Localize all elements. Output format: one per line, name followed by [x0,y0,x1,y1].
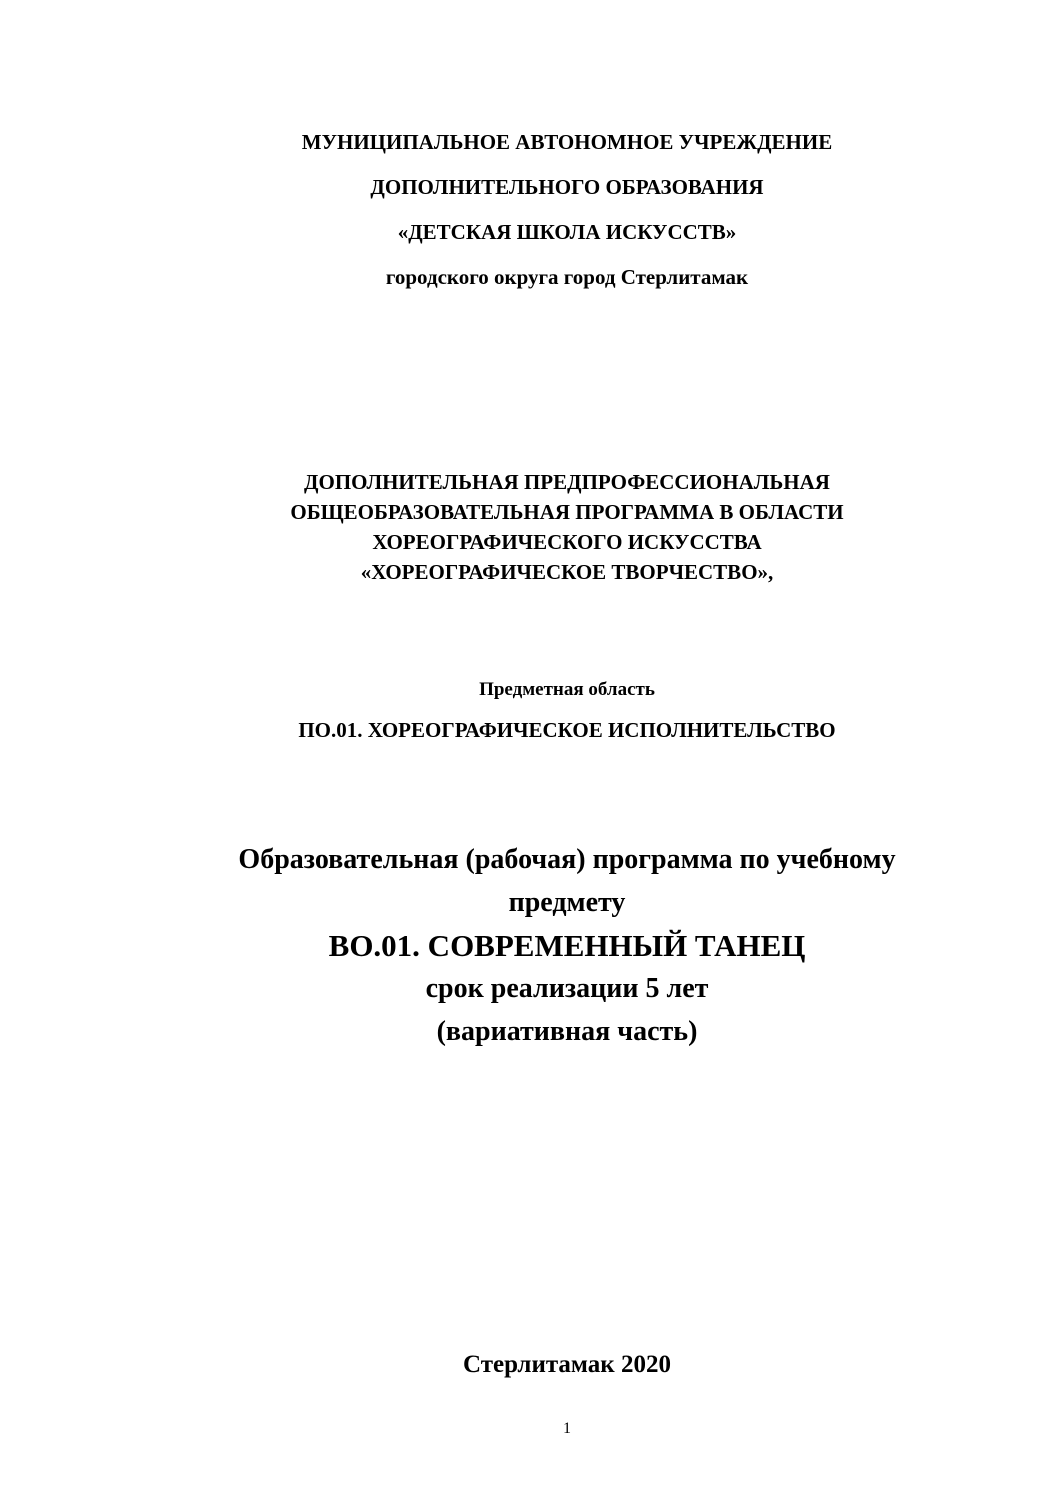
work-program-term: срок реализации 5 лет [425,973,709,1004]
subject-area-label: Предметная область [479,679,655,700]
work-program-subject: ВО.01. СОВРЕМЕННЫЙ ТАНЕЦ [328,928,806,963]
program-line-1: ДОПОЛНИТЕЛЬНАЯ ПРЕДПРОФЕССИОНАЛЬНАЯ [304,470,830,494]
institution-header [0,120,1058,300]
program-line-3: ХОРЕОГРАФИЧЕСКОГО ИСКУССТВА [372,530,762,554]
program-line-4: «ХОРЕОГРАФИЧЕСКОЕ ТВОРЧЕСТВО», [360,560,774,584]
program-line-2: ОБЩЕОБРАЗОВАТЕЛЬНАЯ ПРОГРАММА В ОБЛАСТИ [290,500,844,524]
institution-line-4: городского округа город Стерлитамак [385,265,749,289]
work-program-line-2: предмету [508,887,626,918]
subject-area-value: ПО.01. ХОРЕОГРАФИЧЕСКОЕ ИСПОЛНИТЕЛЬСТВО [298,718,836,742]
institution-line-3: «ДЕТСКАЯ ШКОЛА ИСКУССТВ» [397,220,737,244]
city-year: Стерлитамак 2020 [463,1351,671,1378]
program-title [0,467,1058,587]
work-program [0,838,1058,1053]
work-program-line-1: Образовательная (рабочая) программа по учебному [238,844,896,875]
page-number: 1 [563,1420,571,1437]
subject-area [0,669,1058,751]
institution-line-2: ДОПОЛНИТЕЛЬНОГО ОБРАЗОВАНИЯ [370,175,764,199]
work-program-part: (вариативная часть) [436,1016,698,1047]
institution-line-1: МУНИЦИПАЛЬНОЕ АВТОНОМНОЕ УЧРЕЖДЕНИЕ [301,130,833,154]
